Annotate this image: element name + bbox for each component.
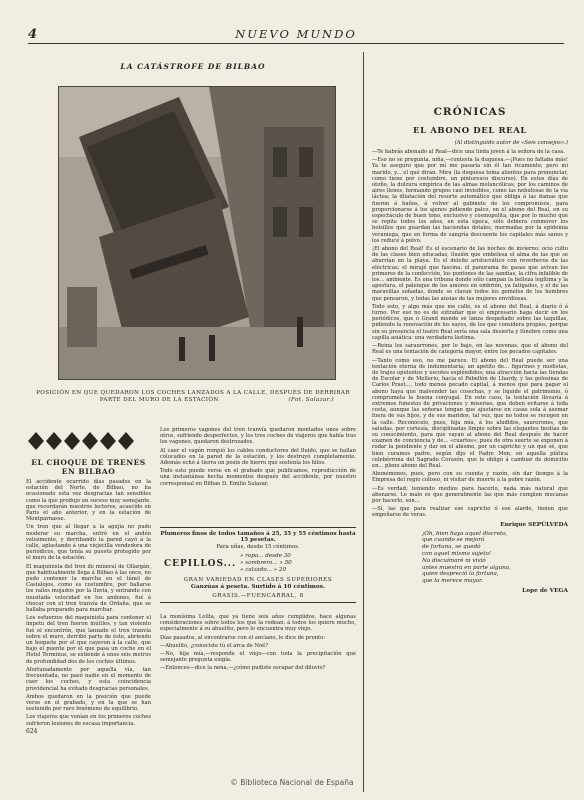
advert-prices xyxy=(240,553,356,574)
poem-line: ¡Oh, bien haya aquel discreto, xyxy=(422,530,508,537)
photo-headline: LA CATÁSTROFE DE BILBAO xyxy=(120,62,266,71)
anecdote-paragraph: —Entonces—dice la nena,—¿cómo pudiste escapar del diluvio? xyxy=(160,665,326,672)
advert-line: Ganzúas á peseta. Surtido á 10 céntimos. xyxy=(190,584,326,590)
advert-price-line: » ropa... desde 30 xyxy=(240,553,291,559)
news-photograph xyxy=(58,86,336,380)
left-paragraph: Los esfuerzos del maquinista para contener el ímpetu del tren fueron inútiles, y tan violento fué el encontrón, que lanzado el tren tranvía sobre el muro, derribó parte de éste, abriendo un boquete por el que cayeron á la calle, que bajo el puente por el que pasa un coche en el Hotel Terminus, se extiende á unos seis metros de profundidad dos de los coches últimos. xyxy=(26,615,151,665)
watermark-text: © Biblioteca Nacional de España xyxy=(230,778,354,787)
chronicle-paragraph: —Es verdad; teniendo medios para hacerlo, nada más natural que abonarse. Lo malo es que generalmente las que más cumplen mucanas por hacerlo, son... xyxy=(372,485,568,504)
chronicle-paragraph: Todo esto, y algo más que me callo, es el abono del Real, á diario ó á turno. Por eso no es de extrañar que el empresario haga decir en los periódicos, que ó Grand monde se lanza despeñado sobre las taquillas, pidiendo la renovación de los sayos, de los que considera propios, porque sin su presencia el teatro Real sería una sala desierta y fúnebre como una capilla asiática: una verdadera lástima. xyxy=(372,303,568,341)
left-paragraph: El accidente ocurrido días pasados en la estación del Norte, de Bilbao, no ha ocasionado esta vez desgracias tan sensibles como la que produjo un suceso muy semejante, que recordarán nuestros lectores, acaecido en Paris el año anterior, y en la estación de Montparnasse. xyxy=(26,479,151,523)
chronicle-paragraph: —Reina los saraurrones, por lo bajo, en las novenas, que el abono del Real es una tentación de categoría mayor, entre los pecados capitales. xyxy=(372,343,568,356)
advert-brand: CEPILLOS... xyxy=(164,559,237,569)
middle-paragraph: Todo esto puede verse en el grabado que publicamos, reproducción de una instantánea hecha momentos después del accidente, por nuestro corresponsal en Bilbao D. Emilio Salazar. xyxy=(160,468,356,487)
left-paragraph: Afortunadamente por aquella vía, tan frecuentada, no pasó nadie en el momento de caer los coches, y esta coincidencia providencial ha evitado desgracias personales. xyxy=(26,666,151,692)
poem-line: que la merece mayor. xyxy=(422,578,483,585)
masthead: NUEVO MUNDO xyxy=(235,27,357,41)
poem-signature: Lope de VEGA xyxy=(522,587,568,594)
left-article-title: EL CHOQUE DE TRENES EN BILBAO xyxy=(31,458,146,476)
anecdote-paragraph: Días pasados, al encontrarse con el anciano, le dice de pronto: xyxy=(160,634,325,641)
chronicle-paragraph: ¡El abono del Real! Es el escenario de las noches de invierno: ocio culto de las clases bien educadas, ilusión que embelesa el alma de las que se aburrían en la playa. Es el deleite aristocrático con reverberos de las eléctricas; el mirajé que fascina; el panorama de gasas que avivan los primores de la confección, los pontones de las sandías, la cifra infalible de los... ambiente. Es una tribuna donde sólo campan la belleza legítima y la apostura, el palenque de los amores en embrión, ya fatigados, y el de las maravillas soñadas, donde se clavan todos los gemelos de los hombres que pensaron, y todas las ansias de las mujeres envidiosas. xyxy=(372,246,568,302)
library-watermark xyxy=(0,778,584,787)
page-header xyxy=(28,27,564,44)
anecdote-paragraph: —Abuelito, ¿conociste tú el arca de Noé? xyxy=(160,642,269,649)
chronicle-title: EL ABONO DEL REAL xyxy=(413,126,527,136)
advert-line: Para uñas, desde 15 céntimos. xyxy=(216,544,300,550)
anecdote-paragraph: La monísima Lolita, que ya tiene seis años cumplidos, hace algunas consideraciones sobre todos los que la rodean: á todos los quiere mucho, especialmente á su abuelito, pero lo encuentra muy viejo. xyxy=(160,614,356,633)
middle-anecdote xyxy=(160,614,356,674)
left-paragraph: El maquinista del tren de mineral de Ollargán, que habitualmente llega á Bilbao á las once, no pudo contener la marcha en el túnel de Castalojos, como es costumbre, por hallarse los raíles mojados por la lluvia, y entrando con inusitada velocidad en los andenes, fué á chocar con el tren tranvía de Ordaña, que se hallaba preparado para marchar. xyxy=(26,563,151,614)
page-number: 4 xyxy=(28,27,38,42)
left-paragraph: Un tren que al llegar a la agujia no pudo moderar su marcha, entró en el andén velozmente, y derribando la pared cayó á la calle, aplastando á una viejecilla vendedora de periódicos, que tenía su puesto protegido por el muro de la estación. xyxy=(26,524,151,562)
chronicle-paragraph: —Sí, las que para realizar ese capricho ó ese alarde, tienen que empeñarse de veras. xyxy=(372,506,568,519)
chronicle-paragraph: —Eso no se pregunta, niña,—contesta la duquesa.—¡Pues no faltaba más! Ya te aseguro que por mí me pasaría sin él tan ricamente; pero mi marido, y... el qué dirán. Mira (la duquesa toma alientos para pronunciar, como tiene por costumbre, un pintoresco discurso). En estos días de otoño, la dulzura empírica de las almas melancólicas, por los caminos de aires llenos, formando grupos casi invisibles, como las nebulosas de la vía láctea; la dilatación del resorte automático que obliga á las damas que fueron á baños, á volver al gabinete de los compromisos, para proporcionarse á los ajenos pidiendo palco, en el abono del Real, en su espectáculo de buen tono, exclusivo y cosmopolita, que por lo mucho que se repite todos los años, en esta época, sólo debiera conmover los bolsillos que guardan las haciendas dotales, mermadas por la epidemia veraniega, que en forma de sangría descuente los capitales más sanos y los reduce á polvo. xyxy=(372,157,568,244)
middle-article xyxy=(160,427,356,489)
left-article xyxy=(26,458,151,735)
tram-wreck-illustration xyxy=(59,87,335,379)
advertisement-box xyxy=(160,527,356,603)
poem-line: de fortuna, se quedó xyxy=(422,544,481,551)
column-divider xyxy=(363,52,364,792)
author-signature: Enrique SEPÚLVEDA xyxy=(500,521,568,528)
poem-line: No discuímaré ni vivió xyxy=(422,557,486,564)
poem xyxy=(422,531,568,585)
left-paragraph: Ambos quedaron en la posición que puede verse en el grabado, y en la que se han sostenido por raro fenómeno de equilibrio. xyxy=(26,693,151,713)
middle-paragraph: Al caer el vagón rompió los cables conductores del fluido, que se hallan colocados en la pared de la estación, y los destruyó completamente. Además echó á tierra un poste de hierro que sostenía los hilos. xyxy=(160,447,356,467)
advert-line: GRAN VARIEDAD EN CLASES SUPERIORES xyxy=(183,577,333,583)
chronicle-paragraph: —Te habrás abonado al Real—dice una linda joven á la señora de la casa. xyxy=(372,149,565,155)
photo-caption xyxy=(30,390,356,404)
poem-line: que cuando se mejoró xyxy=(422,537,485,544)
dedication: (Al distinguido autor de «Seis consejos».) xyxy=(454,140,568,146)
poem-line: quien despreció la fortuna, xyxy=(422,571,499,578)
anecdote-paragraph: —No, hija mía,—responde el viejo—con toda la precipitación que semejante pregunta exigía. xyxy=(160,651,356,664)
photo-credit: (Fot. Salazar.) xyxy=(288,397,334,403)
cronicas-column xyxy=(372,52,568,597)
decorative-ornament-icon xyxy=(26,430,136,452)
advert-line: Plumeros finos de todos tamaños á 25, 35 y 55 céntimos hasta 15 pesetas. xyxy=(160,531,356,543)
left-paragraph: Los viajeros que venían en los primeros coches sufrieron lesiones de escasa importancia. xyxy=(26,714,151,727)
chronicle-paragraph: Abonémonos, pues, pero con su cuenta y razón, sin dar tiempo á la Empresa del regio coliseo, ni visitar de muerte á la pobre razón. xyxy=(372,471,568,484)
advert-address: GRASIS.—FUENCARRAL, 8 xyxy=(212,593,304,599)
advert-price-line: » sombrero... » 50 xyxy=(240,560,292,566)
photo-caption-text: POSICIÓN EN QUE QUEDARON LOS COCHES LANZADOS A LA CALLE, DESPUÉS DE DERRIBAR PARTE DEL MURO DE LA ESTACIÓN xyxy=(36,390,350,403)
chronicle-paragraph: —Tanto como eso, no me parece. El abono del Real puede ser una tentación eterna de indumentaria; un apetito de... figurines y modistas, de trajes opulentos y escotes espléndidos; una atracción hacia las tiendas de Escolar y de Mellerio, hacia el Pabellón de Lhardy, y las golosinas de Carlos Prast..., todo menos pecado capital, á menos que para pagar el abono haya que malvender las cosechas, y se liquide el patrimonio, ó comprometa la buena conyugal. En este caso, la tentación llevaría á extremos funestos de privaciones y miserias, que deben evitarse á toda costa, aunque las señoras tengan que ajustarse en casas sola á asomar fuera de sus hijos, y de sus maridos, tal vez, que no todos se recogen en la calle. Reconócelo, pues, hija mía, á los aludidos, saurorones, que saludas, por cortesía, disciplinadas limpio sobre las elegantes bestias de su conocimiento, para que vayan al abono del Real después de hacer examen de conciencia y de... «cuartos»; pues de otra suerte se exponen á rodar la pendiente y dar en el abismo, por un capricho y un qué sé, que bien curamos padre, según dijo el Padre Mon, en aquella plática celebérrima del Sagrado Corazón, que le obligó á cambiar de domicilio en... pleno abono del Real. xyxy=(372,357,568,469)
section-title: CRÓNICAS xyxy=(433,106,507,118)
poem-line: antes muestra en parte alguna, xyxy=(422,564,511,571)
middle-paragraph: Los primeros vagones del tren tranvía quedaron montados unos sobre otros, sufriendo desperfectos, y los tres coches de viajeros que había tras los vagones, quedaron destrozados. xyxy=(160,427,356,446)
left-page-number: 624 xyxy=(26,727,38,735)
advert-price-line: » calzado... » 20 xyxy=(240,567,287,573)
poem-line: con aquel mismo sujeto! xyxy=(422,550,492,557)
